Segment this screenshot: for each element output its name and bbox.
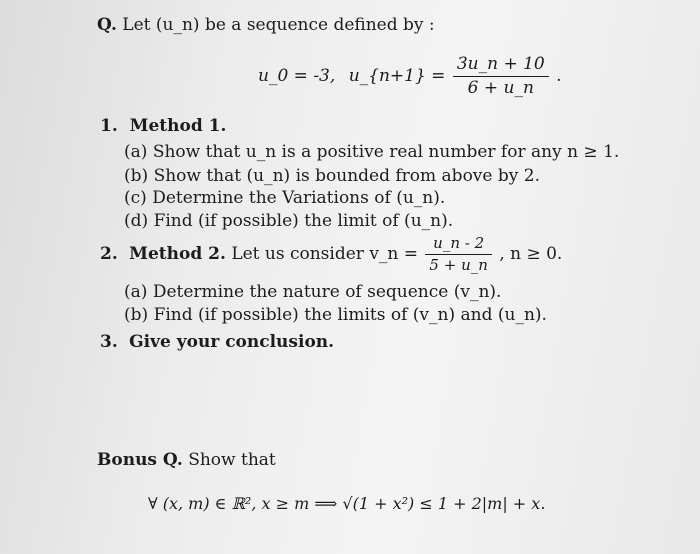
item-text: Find (if possible) the limit of (u_n). <box>153 211 454 231</box>
conclusion-text: Give your conclusion. <box>129 332 335 352</box>
method2-intro: Let us consider v_n = <box>231 244 419 264</box>
recurrence-fraction <box>453 56 549 97</box>
question-intro <box>97 17 435 34</box>
conclusion-number: 3. <box>100 332 118 352</box>
method1-item-a <box>124 144 619 161</box>
method1-title: Method 1. <box>129 116 227 136</box>
method2-number: 2. <box>100 244 118 264</box>
item-text: Find (if possible) the limits of (v_n) and (u_n). <box>153 305 547 325</box>
method1-number: 1. <box>100 116 118 136</box>
bonus-statement: ∀ (x, m) ∈ ℝ², x ≥ m ⟹ √(1 + x²) ≤ 1 + 2|m| + x. <box>148 494 546 513</box>
item-text: Determine the Variations of (u_n). <box>152 188 446 208</box>
method2-item-b <box>124 307 547 324</box>
method2-denominator: 5 + u_n <box>425 254 491 273</box>
bonus-heading <box>97 452 276 469</box>
question-intro-text: Let (u_n) be a sequence defined by : <box>122 15 435 35</box>
method2-fraction <box>425 236 491 273</box>
method1-item-c <box>124 190 445 207</box>
method1-item-d <box>124 213 453 230</box>
item-text: Show that (u_n) is bounded from above by 2. <box>153 166 540 186</box>
question-label: Q. <box>97 15 117 35</box>
item-label: (a) <box>124 142 148 162</box>
method1-item-b <box>124 168 540 185</box>
item-text: Determine the nature of sequence (v_n). <box>152 282 502 302</box>
bonus-title: Bonus Q. <box>97 450 183 470</box>
recurrence-lhs: u_{n+1} = <box>348 66 446 86</box>
item-label: (b) <box>124 166 149 186</box>
method1-heading <box>100 118 226 135</box>
method2-heading <box>100 236 562 273</box>
recurrence-end: . <box>556 66 562 86</box>
conclusion <box>100 334 334 351</box>
item-label: (a) <box>124 282 148 302</box>
method2-numerator: u_n - 2 <box>433 234 485 252</box>
method2-item-a <box>124 284 501 301</box>
recurrence-definition <box>258 56 562 97</box>
recurrence-numerator: 3u_n + 10 <box>456 54 545 74</box>
item-label: (c) <box>124 188 147 208</box>
method2-title: Method 2. <box>129 244 226 264</box>
item-label: (b) <box>124 305 149 325</box>
recurrence-denominator: 6 + u_n <box>453 76 549 97</box>
initial-term: u_0 = -3, <box>258 66 336 86</box>
bonus-intro: Show that <box>188 450 276 470</box>
item-text: Show that u_n is a positive real number for any n ≥ 1. <box>152 142 620 162</box>
method2-condition: , n ≥ 0. <box>499 244 563 264</box>
item-label: (d) <box>124 211 149 231</box>
